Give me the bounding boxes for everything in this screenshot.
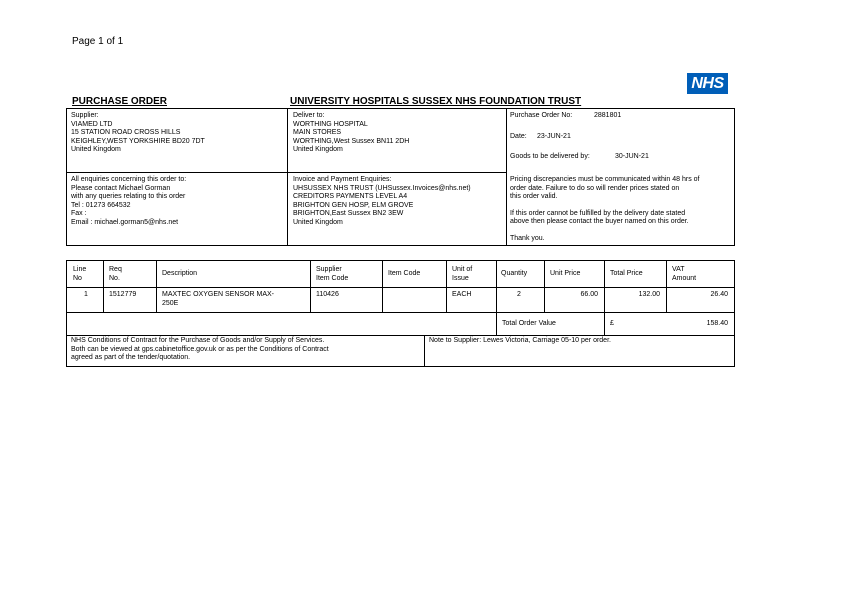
row-unit-of-issue: EACH bbox=[452, 291, 472, 298]
invoice-line: Invoice and Payment Enquiries: bbox=[293, 176, 392, 183]
supplier-name: VIAMED LTD bbox=[71, 120, 113, 128]
deliver-to-address: MAIN STORES bbox=[293, 129, 342, 137]
header-text: Unit of bbox=[452, 266, 473, 273]
invoice-line: UHSUSSEX NHS TRUST (UHSussex.Invoices@nhs.net) bbox=[293, 184, 471, 192]
page-number: Page 1 of 1 bbox=[72, 36, 124, 47]
row-line-no: 1 bbox=[84, 291, 88, 298]
header-text: No. bbox=[109, 274, 120, 282]
header-description: Description bbox=[162, 270, 198, 277]
table-divider bbox=[66, 335, 735, 336]
enquiries-block bbox=[71, 176, 186, 228]
supplier-label: Supplier: bbox=[71, 112, 99, 119]
deliver-to-name: WORTHING HOSPITAL bbox=[293, 120, 368, 128]
total-label: Total Order Value bbox=[502, 320, 556, 327]
conditions-line: NHS Conditions of Contract for the Purchase of Goods and/or Supply of Services. bbox=[71, 337, 325, 344]
description-text: MAXTEC OXYGEN SENSOR MAX- bbox=[162, 291, 275, 298]
header-supplier-code bbox=[316, 266, 348, 283]
supplier-address: KEIGHLEY,WEST YORKSHIRE BD20 7DT bbox=[71, 137, 205, 145]
enquiries-line: with any queries relating to this order bbox=[71, 193, 186, 201]
table-col-divider bbox=[666, 260, 667, 312]
header-text: Req bbox=[109, 266, 122, 273]
invoice-line: CREDITORS PAYMENTS LEVEL A4 bbox=[293, 193, 408, 201]
table-col-divider bbox=[544, 260, 545, 312]
table-col-divider bbox=[382, 260, 383, 312]
enquiries-line: Email : michael.gorman5@nhs.net bbox=[71, 218, 179, 226]
header-item-code: Item Code bbox=[388, 270, 421, 277]
supplier-note: Note to Supplier: Lewes Victoria, Carriage 05-10 per order. bbox=[429, 337, 611, 344]
document-title: PURCHASE ORDER bbox=[72, 96, 168, 107]
row-supplier-code: 110426 bbox=[316, 291, 339, 298]
info-divider bbox=[506, 108, 507, 246]
table-divider bbox=[66, 287, 735, 288]
conditions-line: agreed as part of the tender/quotation. bbox=[71, 354, 191, 362]
header-quantity: Quantity bbox=[501, 270, 528, 277]
header-text: Amount bbox=[672, 274, 697, 282]
row-unit-price: 66.00 bbox=[580, 291, 598, 298]
conditions-line: Both can be viewed at gps.cabinetoffice.gov.uk or as per the Conditions of Contract bbox=[71, 345, 329, 353]
enquiries-line: All enquiries concerning this order to: bbox=[71, 176, 187, 183]
info-divider bbox=[287, 108, 288, 246]
total-value: 158.40 bbox=[706, 320, 728, 327]
header-text: Item Code bbox=[316, 274, 349, 282]
header-total-price: Total Price bbox=[610, 270, 643, 277]
header-text: Line bbox=[73, 266, 87, 273]
pricing-note-line: this order valid. bbox=[510, 193, 558, 201]
table-col-divider bbox=[424, 335, 425, 367]
supplier-block bbox=[71, 112, 205, 155]
row-vat: 26.40 bbox=[710, 291, 728, 298]
enquiries-line: Please contact Michael Gorman bbox=[71, 184, 171, 192]
fulfilment-note-line: If this order cannot be fulfilled by the delivery date stated bbox=[510, 209, 686, 217]
row-req-no: 1512779 bbox=[109, 291, 137, 298]
header-text: Issue bbox=[452, 274, 469, 282]
description-text: 250E bbox=[162, 299, 179, 307]
table-col-divider bbox=[446, 260, 447, 312]
nhs-logo: NHS bbox=[687, 73, 728, 94]
delivery-date-value: 30-JUN-21 bbox=[615, 153, 649, 160]
deliver-to-block bbox=[293, 112, 409, 155]
row-total-price: 132.00 bbox=[638, 291, 660, 298]
row-quantity: 2 bbox=[517, 291, 521, 298]
header-text: Supplier bbox=[316, 266, 342, 273]
deliver-to-label: Deliver to: bbox=[293, 112, 325, 119]
supplier-country: United Kingdom bbox=[71, 146, 121, 154]
thanks-text: Thank you. bbox=[510, 234, 545, 242]
date-label: Date: bbox=[510, 133, 527, 140]
header-vat bbox=[672, 266, 696, 283]
header-line-no bbox=[73, 266, 86, 283]
header-unit-of-issue bbox=[452, 266, 472, 283]
table-col-divider bbox=[604, 260, 605, 335]
pricing-note-line: order date. Failure to do so will render prices stated on bbox=[510, 184, 680, 192]
invoice-line: BRIGHTON GEN HOSP, ELM GROVE bbox=[293, 201, 414, 209]
table-col-divider bbox=[103, 260, 104, 312]
supplier-address: 15 STATION ROAD CROSS HILLS bbox=[71, 129, 181, 137]
po-number-label: Purchase Order No: bbox=[510, 112, 573, 119]
invoice-block bbox=[293, 176, 471, 228]
table-col-divider bbox=[310, 260, 311, 312]
total-currency: £ bbox=[610, 320, 614, 327]
delivery-date-label: Goods to be delivered by: bbox=[510, 153, 590, 160]
invoice-line: BRIGHTON,East Sussex BN2 3EW bbox=[293, 210, 404, 218]
deliver-to-address: WORTHING,West Sussex BN11 2DH bbox=[293, 137, 410, 145]
pricing-note bbox=[510, 176, 699, 244]
row-description bbox=[162, 291, 274, 308]
trust-name: UNIVERSITY HOSPITALS SUSSEX NHS FOUNDATION TRUST bbox=[290, 96, 582, 107]
header-text: No bbox=[73, 274, 82, 282]
deliver-to-country: United Kingdom bbox=[293, 146, 343, 154]
date-value: 23-JUN-21 bbox=[537, 133, 571, 140]
fulfilment-note-line: above then please contact the buyer named on this order. bbox=[510, 218, 689, 226]
conditions-text bbox=[71, 337, 329, 363]
table-col-divider bbox=[496, 260, 497, 335]
header-req-no bbox=[109, 266, 122, 283]
table-divider bbox=[66, 312, 735, 313]
header-text: VAT bbox=[672, 266, 685, 273]
table-col-divider bbox=[156, 260, 157, 312]
enquiries-line: Fax : bbox=[71, 210, 87, 218]
invoice-line: United Kingdom bbox=[293, 218, 343, 226]
enquiries-line: Tel : 01273 664532 bbox=[71, 201, 131, 209]
pricing-note-line: Pricing discrepancies must be communicated within 48 hrs of bbox=[510, 176, 700, 183]
po-number-value: 2881801 bbox=[594, 112, 622, 119]
header-unit-price: Unit Price bbox=[550, 270, 581, 277]
info-divider bbox=[66, 172, 507, 173]
